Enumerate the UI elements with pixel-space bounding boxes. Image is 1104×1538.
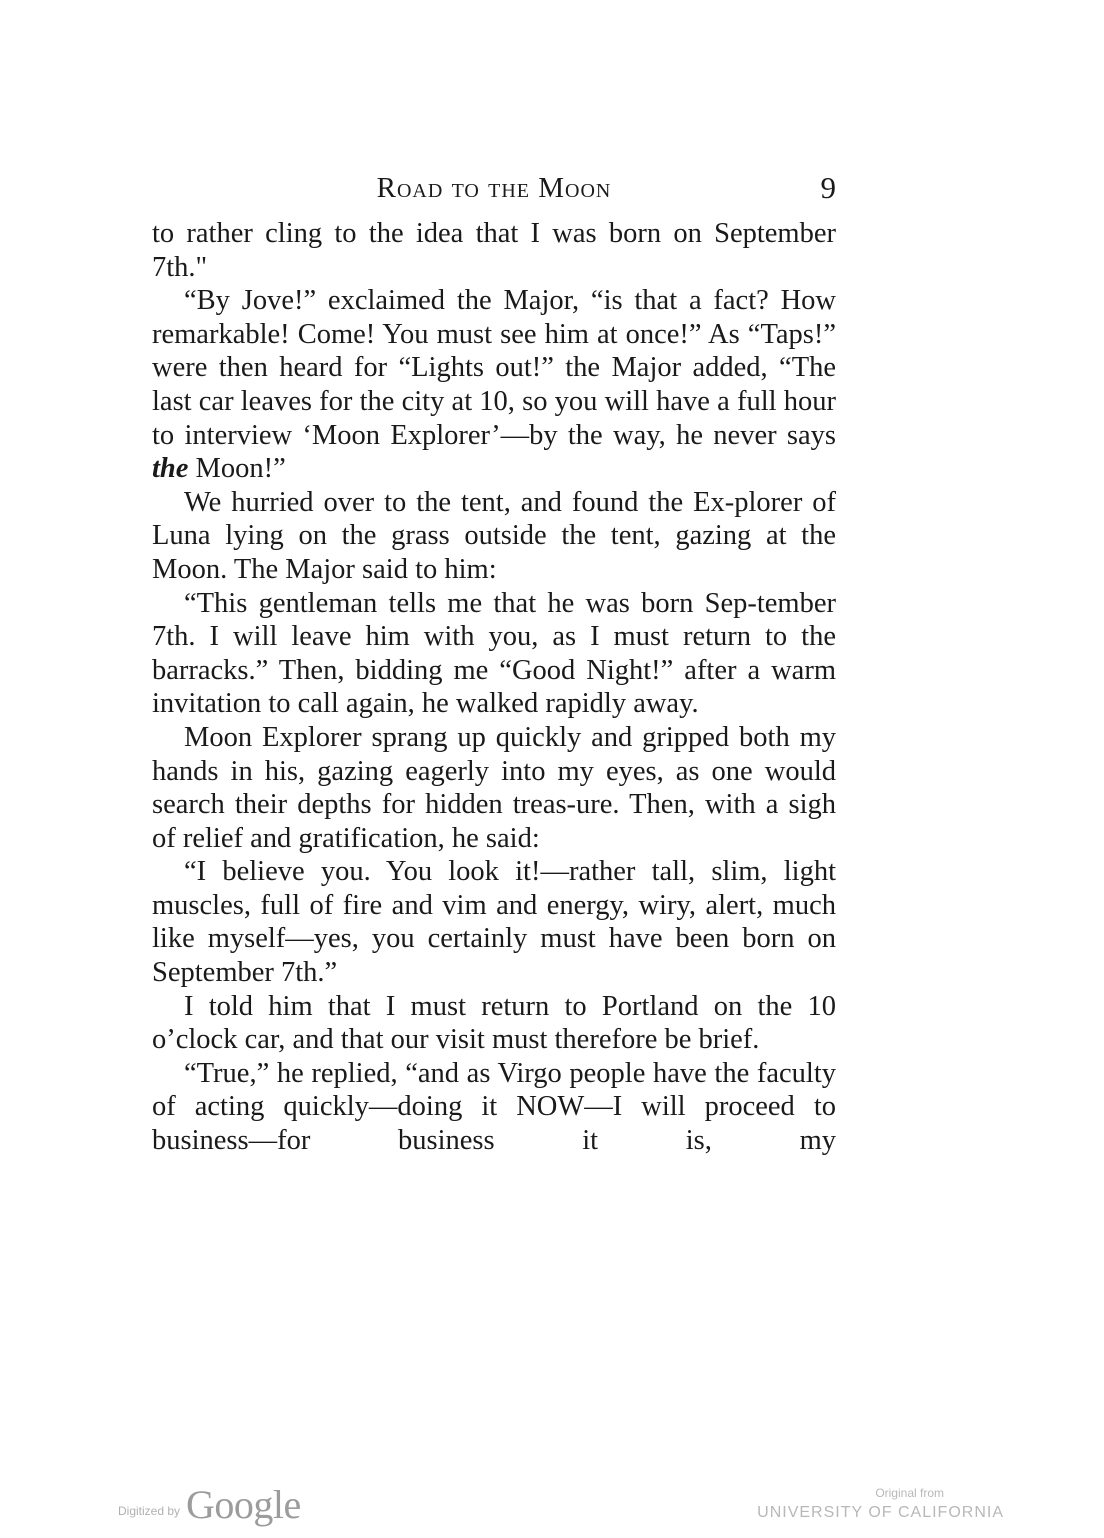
paragraph-text: “True,” he replied, “and as Virgo people have the faculty of acting quickly—doing it NOW—I will proceed to business—for business it is, my — [152, 1057, 836, 1157]
paragraph — [152, 217, 836, 284]
digitized-by-watermark — [118, 1478, 301, 1528]
running-title: Road to the Moon — [376, 172, 612, 204]
paragraph — [152, 721, 836, 855]
paragraph-text: “By Jove!” exclaimed the Major, “is that a fact? How remarkable! Come! You must see him at once!” As “Taps!” were then heard for “Lights out!” the Major added, “The last car leaves for the city at 10, so you will have a full hour to interview ‘Moon Explorer’—by the way, he never says — [152, 285, 836, 451]
paragraph — [152, 855, 836, 989]
institution-label: UNIVERSITY OF CALIFORNIA — [757, 1504, 1004, 1521]
paragraph — [152, 284, 836, 486]
paragraph — [152, 990, 836, 1057]
paragraph-text-after: Moon!” — [188, 453, 286, 485]
paragraph — [152, 486, 836, 587]
paragraph-text: I told him that I must return to Portland on the 10 o’clock car, and that our visit must therefore be brief. — [152, 990, 836, 1056]
paragraph-text: “I believe you. You look it!—rather tall, slim, light muscles, full of fire and vim and energy, wiry, alert, much like myself—yes, you certainly must have been born on September 7th.” — [152, 856, 836, 989]
running-head — [152, 170, 836, 210]
paragraph — [152, 1057, 836, 1158]
paragraph-text: “This gentleman tells me that he was born Sep-tember 7th. I will leave him with you, as I must return to the barracks.” Then, bidding me “Good Night!” after a warm invitation to call again, he walked rapidly away. — [152, 587, 836, 720]
paragraph — [152, 587, 836, 721]
original-from-label: Original from — [875, 1486, 944, 1500]
paragraph-text: Moon Explorer sprang up quickly and gripped both my hands in his, gazing eagerly into my eyes, as one would search their depths for hidden treas-ure. Then, with a sigh of relief and gratification, he said: — [152, 721, 836, 854]
original-from-watermark — [757, 1486, 1004, 1522]
paragraph-text: We hurried over to the tent, and found the Ex-plorer of Luna lying on the grass outside the tent, gazing at the Moon. The Major said to him: — [152, 486, 836, 585]
digitized-by-label: Digitized by — [118, 1504, 181, 1518]
body-text — [152, 217, 836, 1158]
paragraph-text: to rather cling to the idea that I was born on September 7th." — [152, 218, 836, 283]
emphasis-text: the — [152, 453, 189, 485]
page-number: 9 — [820, 170, 836, 205]
google-logo: Google — [186, 1482, 301, 1527]
